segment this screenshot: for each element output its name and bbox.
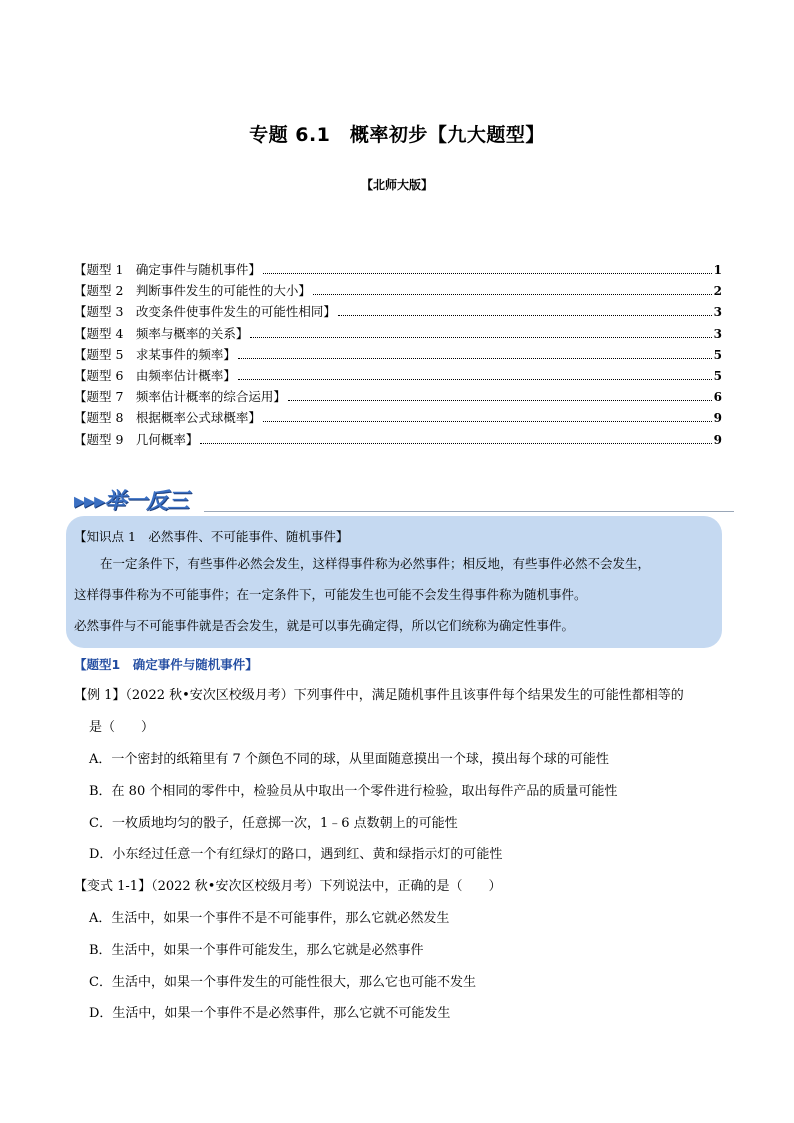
toc-entry-label: 【题型 4 频率与概率的关系】 — [74, 325, 249, 341]
example-question-stem: 【例 1】（2022 秋•安次区校级月考）下列事件中，满足随机事件且该事件每个结果发生的可能性都相等的 — [74, 688, 684, 703]
answer-option-d: D．生活中，如果一个事件不是必然事件，那么它就不可能发生 — [89, 1006, 451, 1021]
knowledge-paragraph-line: 必然事件与不可能事件就是否会发生，就是可以事先确定得，所以它们统称为确定性事件。 — [74, 618, 575, 633]
page-title: 专题 6.1 概率初步【九大题型】 — [249, 124, 545, 146]
toc-leader-dots — [313, 294, 712, 295]
answer-option-b: B．生活中，如果一个事件可能发生，那么它就是必然事件 — [89, 943, 424, 958]
toc-entry-page: 9 — [713, 411, 722, 426]
knowledge-title: 【知识点 1 必然事件、不可能事件、随机事件】 — [74, 529, 349, 544]
toc-entry[interactable] — [74, 386, 722, 407]
banner-title: ▸▸▸举一反三 — [74, 489, 189, 514]
answer-option-b: B．在 80 个相同的零件中，检验员从中取出一个零件进行检验，取出每件产品的质量可能性 — [89, 784, 618, 799]
toc-entry[interactable] — [74, 259, 722, 280]
toc-entry[interactable] — [74, 323, 722, 344]
toc-entry-label: 【题型 1 确定事件与随机事件】 — [74, 262, 261, 277]
toc-entry[interactable] — [74, 365, 722, 386]
knowledge-point-box — [66, 516, 722, 648]
toc-entry-label: 【题型 2 判断事件发生的可能性的大小】 — [74, 283, 311, 299]
variant-question-stem: 【变式 1-1】（2022 秋•安次区校级月考）下列说法中，正确的是（ ） — [74, 879, 502, 894]
toc-entry-page: 1 — [713, 263, 722, 277]
toc-entry-page: 3 — [713, 305, 722, 320]
banner-divider — [204, 511, 734, 512]
answer-option-a: A．一个密封的纸箱里有 7 个颜色不同的球，从里面随意摸出一个球，摸出每个球的可能性 — [89, 752, 609, 767]
toc-entry-page: 3 — [713, 326, 722, 341]
answer-option-a: A．生活中，如果一个事件不是不可能事件，那么它就必然发生 — [89, 911, 450, 926]
toc-entry-label: 【题型 7 频率估计概率的综合运用】 — [74, 389, 286, 405]
answer-option-c: C．生活中，如果一个事件发生的可能性很大，那么它也可能不发生 — [89, 975, 476, 990]
section-banner — [74, 484, 734, 514]
toc-entry-page: 5 — [713, 347, 722, 362]
toc-leader-dots — [288, 400, 712, 401]
toc-entry[interactable] — [74, 344, 722, 365]
toc-leader-dots — [250, 337, 711, 338]
toc-entry[interactable] — [74, 407, 722, 428]
toc-leader-dots — [263, 421, 712, 422]
toc-entry[interactable] — [74, 301, 722, 322]
knowledge-paragraph-line: 这样得事件称为不可能事件；在一定条件下，可能发生也可能不会发生得事件称为随机事件。 — [74, 587, 587, 602]
toc-entry[interactable] — [74, 280, 722, 301]
toc-entry[interactable] — [74, 429, 722, 450]
page-subtitle: 【北师大版】 — [360, 178, 433, 192]
toc-leader-dots — [338, 315, 712, 316]
toc-leader-dots — [200, 443, 711, 444]
toc-entry-label: 【题型 8 根据概率公式球概率】 — [74, 410, 261, 426]
toc-leader-dots — [263, 273, 712, 274]
answer-option-d: D．小东经过任意一个有红绿灯的路口，遇到红、黄和绿指示灯的可能性 — [89, 847, 503, 862]
toc-entry-label: 【题型 3 改变条件使事件发生的可能性相同】 — [74, 304, 336, 320]
toc-leader-dots — [238, 379, 712, 380]
toc-entry-label: 【题型 9 几何概率】 — [74, 431, 199, 447]
toc-entry-page: 6 — [713, 390, 722, 405]
question-type-heading: 【题型1 确定事件与随机事件】 — [74, 657, 258, 672]
example-question-stem-cont: 是（ ） — [89, 720, 155, 735]
table-of-contents — [74, 259, 722, 450]
toc-entry-page: 2 — [713, 284, 722, 299]
toc-entry-page: 9 — [713, 432, 722, 447]
toc-entry-label: 【题型 5 求某事件的频率】 — [74, 346, 236, 362]
toc-entry-label: 【题型 6 由频率估计概率】 — [74, 367, 236, 383]
knowledge-paragraph-line: 在一定条件下，有些事件必然会发生，这样得事件称为必然事件；相反地，有些事件必然不会发生， — [100, 556, 651, 571]
toc-leader-dots — [238, 358, 712, 359]
toc-entry-page: 5 — [713, 368, 722, 383]
answer-option-c: C．一枚质地均匀的骰子，任意掷一次，1﹣6 点数朝上的可能性 — [89, 816, 458, 831]
